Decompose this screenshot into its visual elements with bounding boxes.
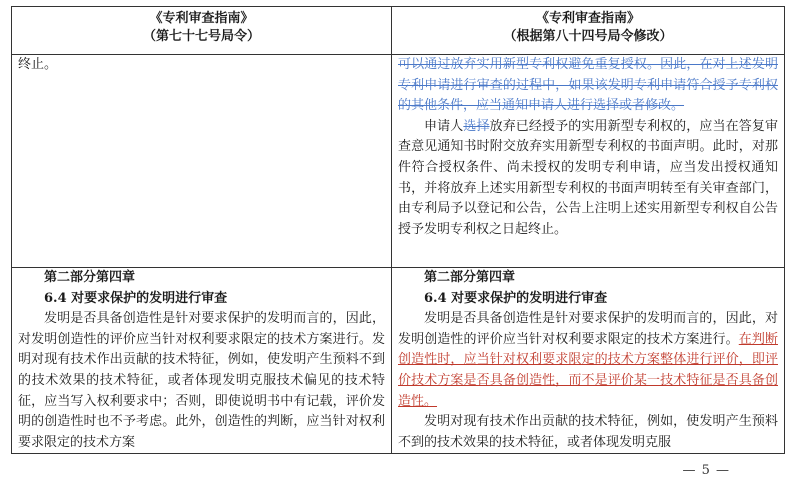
left-cell-row1 <box>12 55 392 268</box>
right-cell-row2 <box>392 268 785 454</box>
right-chapter-heading: 第二部分第四章 <box>424 270 516 285</box>
left-row1-text: 终止。 <box>18 57 58 72</box>
left-column-header <box>12 7 392 55</box>
inserted-text: 在判断创造性时，应当针对权利要求限定的技术方案整体进行评价，即评价技术方案是否具备创造性，而不是评价某一技术特征是否具备创造性。 <box>398 331 778 409</box>
right-body-continued: 发明对现有技术作出贡献的技术特征，例如，使发明产生预料不到的技术效果的技术特征，或者体现发明克服 <box>398 414 778 450</box>
table-row <box>12 268 785 454</box>
deleted-word: 选择 <box>463 118 490 134</box>
table-row <box>12 55 785 268</box>
page-number: — 5 — <box>682 463 730 478</box>
right-column-header <box>392 7 785 55</box>
deleted-paragraph: 可以通过放弃实用新型专利权避免重复授权。因此，在对上述发明专利申请进行审查的过程中，如果该发明专利申请符合授予专利权的其他条件，应当通知申请人进行选择或者修改。 <box>398 57 778 114</box>
paragraph-start: 申请人 <box>424 118 464 134</box>
table-header-row <box>12 7 785 55</box>
comparison-table <box>11 6 785 454</box>
right-header-subtitle: （根据第八十四号局令修改） <box>503 29 673 44</box>
right-cell-row1 <box>392 55 785 268</box>
left-header-subtitle: （第七十七号局令） <box>142 29 260 44</box>
left-header-title: 《专利审查指南》 <box>149 11 254 26</box>
left-chapter-heading: 第二部分第四章 <box>44 270 136 285</box>
right-section-heading: 6.4 对要求保护的发明进行审查 <box>424 290 608 306</box>
left-body-text: 发明是否具备创造性是针对要求保护的发明而言的，因此，对发明创造性的评价应当针对权利要求限定的技术方案进行。发明对现有技术作出贡献的技术特征，例如，使发明产生预料不到的技术效果的技术特征，或者体现发明克服技术偏见的技术特征，应当写入权利要求中；否则，即使说明书中有记载，评价发明的创造性时也不予考虑。此外，创造性的判断，应当针对权利要求限定的技术方案 <box>18 311 385 450</box>
right-body-text: 发明是否具备创造性是针对要求保护的发明而言的，因此，对发明创造性的评价应当针对权利要求限定的技术方案进行。 <box>398 311 778 347</box>
left-cell-row2 <box>12 268 392 454</box>
right-header-title: 《专利审查指南》 <box>535 11 640 26</box>
right-body-paragraph <box>398 309 778 412</box>
left-section-heading: 6.4 对要求保护的发明进行审查 <box>44 290 228 306</box>
right-row1-paragraph <box>398 117 778 241</box>
paragraph-rest: 放弃已经授予的实用新型专利权的，应当在答复审查意见通知书时附交放弃实用新型专利权的书面声明。此时，对那件符合授权条件、尚未授权的发明专利申请，应当发出授权通知书，并将放弃上述实用新型专利权的书面声明转至有关审查部门，由专利局予以登记和公告，公告上注明上述实用新型专利权自公告授予发明专利权之日起终止。 <box>398 118 778 237</box>
